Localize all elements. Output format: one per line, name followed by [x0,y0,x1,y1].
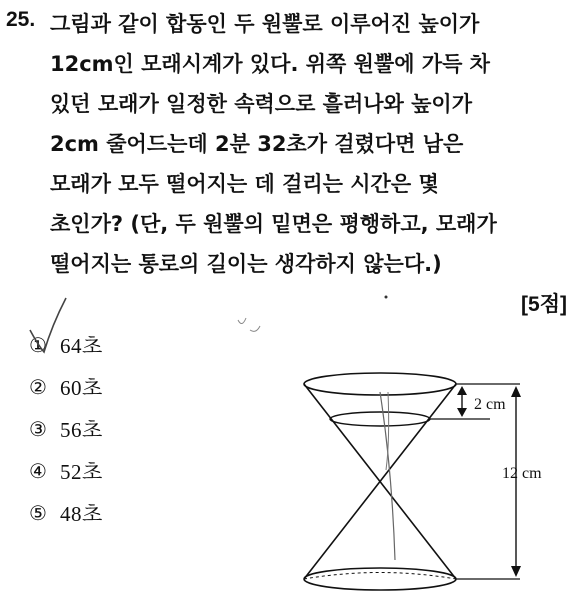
choice-value: 64초 [60,334,103,358]
question-line-7: 떨어지는 통로의 길이는 생각하지 않는다.) [50,252,442,276]
question-line-5: 모래가 모두 떨어지는 데 걸리는 시간은 몇 [50,172,439,196]
choice-number: ② [29,375,47,399]
choice-number: ④ [29,459,47,483]
question-line-3: 있던 모래가 일정한 속력으로 흘러나와 높이가 [50,92,472,116]
question-number: 25. [6,8,36,31]
label-2cm: 2 cm [474,396,506,413]
pencil-annotation [380,392,395,560]
top-base-ellipse [304,373,456,395]
choice-number: ③ [29,417,47,441]
arrowhead-icon [511,386,521,397]
choice-value: 48초 [60,502,103,526]
score-label: [5점] [521,293,567,316]
label-12cm: 12 cm [502,465,542,482]
bottom-base-ellipse [304,568,456,590]
arrowhead-icon [511,566,521,577]
arrowhead-icon [457,386,467,395]
choice-number: ① [29,333,47,357]
arrowhead-icon [457,408,467,417]
choice-value: 56초 [60,418,103,442]
choice-value: 52초 [60,460,103,484]
choice-value: 60초 [60,376,103,400]
pencil-dot [385,296,388,299]
pencil-annotation [238,318,260,331]
sand-surface-ellipse [330,412,430,426]
check-mark-icon [30,298,66,352]
choice-number: ⑤ [29,501,47,525]
bottom-base-back [304,573,456,580]
question-line-2: 12cm인 모래시계가 있다. 위쪽 원뿔에 가득 차 [50,52,490,76]
question-line-6: 초인가? (단, 두 원뿔의 밑면은 평행하고, 모래가 [50,212,497,236]
question-line-4: 2cm 줄어드는데 2분 32초가 걸렸다면 남은 [50,132,464,156]
question-line-1: 그림과 같이 합동인 두 원뿔로 이루어진 높이가 [50,12,480,36]
